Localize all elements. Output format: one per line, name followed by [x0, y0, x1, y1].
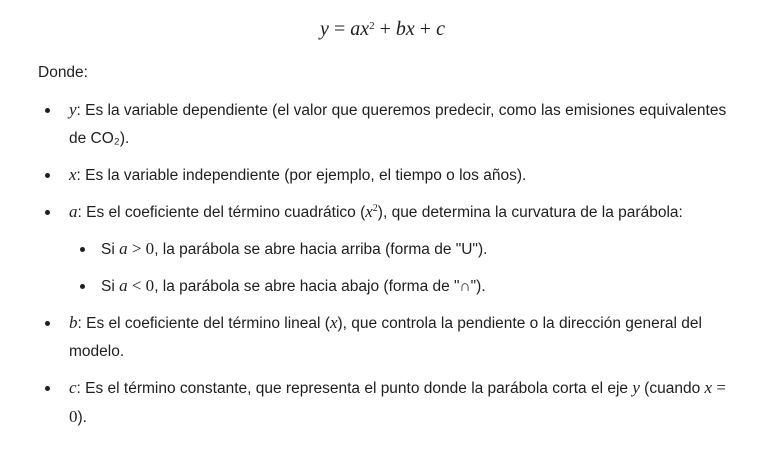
list-item-b	[0, 309, 765, 366]
var-x: x	[69, 165, 77, 184]
quadratic-formula	[0, 18, 765, 41]
list-item-y	[0, 96, 765, 153]
item-c-axis-var: y	[632, 378, 640, 397]
item-c-text-3: ).	[77, 409, 87, 426]
item-c-cond-op: = 0	[69, 378, 726, 426]
sub-item-var: a	[119, 239, 128, 258]
sub-item-prefix: Si	[101, 241, 120, 258]
sub-item-a-positive	[69, 235, 739, 264]
formula-x-linear: x	[405, 18, 415, 40]
sub-item-text: , la parábola se abre hacia arriba (forma de "U").	[154, 241, 488, 258]
list-item-x	[0, 161, 765, 190]
item-b-term-var: x	[329, 313, 338, 332]
sub-item-a-negative	[69, 272, 739, 301]
item-b-text-1: : Es el coeficiente del término lineal (	[77, 315, 330, 332]
item-c-text-1: : Es el término constante, que representa el punto donde la parábola corta el eje	[76, 380, 633, 397]
formula-a: a	[350, 18, 361, 40]
sub-item-var: a	[119, 276, 128, 295]
formula-plus-b: +	[374, 18, 396, 40]
list-item-c	[0, 374, 765, 432]
sub-item-op: > 0	[127, 239, 155, 258]
item-a-text-1: : Es el coeficiente del término cuadrático (	[77, 204, 366, 221]
sub-item-op: < 0	[127, 276, 155, 295]
sub-item-text: , la parábola se abre hacia abajo (forma de "∩").	[154, 278, 486, 295]
item-a-term-exp: 2	[372, 203, 378, 214]
var-c: c	[69, 378, 77, 397]
item-c-text-2: (cuando	[639, 380, 705, 397]
var-b: b	[69, 313, 78, 332]
sub-item-prefix: Si	[101, 278, 120, 295]
var-a: a	[69, 202, 78, 221]
formula-c: c	[436, 18, 445, 40]
list-item-a	[0, 198, 765, 301]
item-y-text: : Es la variable dependiente (el valor que queremos predecir, como las emisiones equivalentes de CO₂).	[69, 102, 727, 147]
item-x-text: : Es la variable independiente (por ejemplo, el tiempo o los años).	[76, 167, 527, 184]
item-a-term-var: x	[365, 202, 373, 221]
item-b-text-2: ), que controla la pendiente o la dirección general del modelo.	[69, 315, 702, 360]
formula-equals: =	[328, 18, 351, 40]
formula-plus-c: +	[414, 18, 437, 40]
sublist-a-conditions	[69, 235, 739, 301]
formula-y: y	[320, 18, 329, 40]
formula-exponent: 2	[369, 19, 375, 32]
intro-text: Donde:	[38, 64, 88, 81]
item-c-cond-var: x	[704, 378, 713, 397]
formula-b: b	[395, 18, 406, 40]
formula-x: x	[360, 18, 370, 40]
variable-list	[0, 96, 765, 432]
var-y: y	[69, 100, 77, 119]
item-a-text-2: ), que determina la curvatura de la parábola:	[377, 204, 683, 221]
